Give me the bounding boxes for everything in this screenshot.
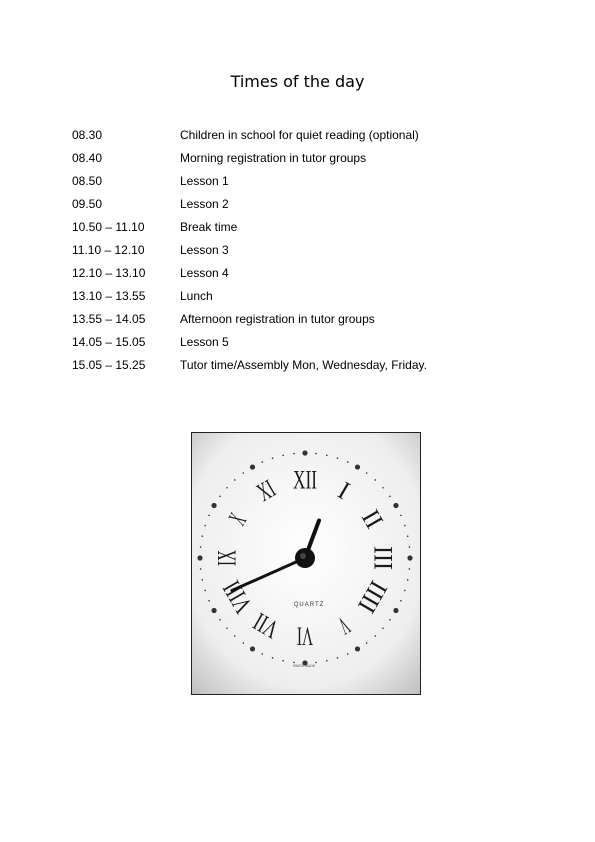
minute-dot <box>347 653 349 655</box>
schedule-time: 09.50 <box>72 197 103 211</box>
clock-face <box>192 433 420 694</box>
minute-dot <box>326 660 328 662</box>
minute-dot <box>261 461 263 463</box>
minute-dot <box>242 472 244 474</box>
schedule-row <box>72 335 542 358</box>
minute-dot <box>272 657 274 659</box>
minute-dot <box>407 579 409 581</box>
numeral-viii: VIII <box>210 564 259 619</box>
minute-dot <box>366 472 368 474</box>
schedule-activity: Lesson 3 <box>180 243 229 257</box>
schedule-row <box>72 220 542 243</box>
hour-dot <box>211 608 216 613</box>
schedule-row <box>72 174 542 197</box>
minute-dot <box>204 525 206 527</box>
minute-dot <box>219 495 221 497</box>
minute-dot <box>382 627 384 629</box>
schedule-row <box>72 289 542 312</box>
hour-dot <box>197 555 202 560</box>
minute-dot <box>282 660 284 662</box>
hour-dot <box>393 503 398 508</box>
schedule-activity: Lesson 2 <box>180 197 229 211</box>
schedule-row <box>72 266 542 289</box>
hour-dot <box>393 608 398 613</box>
minute-dot <box>226 627 228 629</box>
schedule-time: 08.30 <box>72 128 103 142</box>
minute-dot <box>337 657 339 659</box>
schedule-time: 10.50 – 11.10 <box>72 220 145 234</box>
minute-dot <box>201 535 203 537</box>
numeral-i: I <box>333 475 356 506</box>
schedule-row <box>72 197 542 220</box>
numeral-vii: VII <box>237 600 284 645</box>
minute-dot <box>374 635 376 637</box>
hour-dot <box>355 646 360 651</box>
minute-dot <box>347 461 349 463</box>
minute-dot <box>234 635 236 637</box>
hour-dot <box>407 555 412 560</box>
hour-dot <box>250 464 255 469</box>
minute-dot <box>366 642 368 644</box>
minute-dot <box>409 568 411 570</box>
minute-dot <box>204 590 206 592</box>
minute-dot <box>261 653 263 655</box>
numeral-xii: XII <box>293 465 317 495</box>
schedule-activity: Lesson 5 <box>180 335 229 349</box>
minute-dot <box>293 453 295 455</box>
minute-dot <box>226 487 228 489</box>
hour-dot <box>211 503 216 508</box>
minute-dot <box>404 590 406 592</box>
schedule-list <box>72 128 542 381</box>
schedule-activity: Tutor time/Assembly Mon, Wednesday, Friday. <box>180 358 427 372</box>
schedule-row <box>72 312 542 335</box>
minute-dot <box>242 642 244 644</box>
minute-dot <box>400 600 402 602</box>
schedule-time: 08.50 <box>72 174 103 188</box>
hour-dot <box>250 646 255 651</box>
schedule-time: 15.05 – 15.25 <box>72 358 146 372</box>
schedule-time: 11.10 – 12.10 <box>72 243 145 257</box>
schedule-activity: Break time <box>180 220 238 234</box>
numeral-ii: II <box>355 504 390 535</box>
schedule-row <box>72 128 542 151</box>
hour-dot <box>302 450 307 455</box>
minute-dot <box>208 600 210 602</box>
made-in-label: SWISS MADE <box>292 664 316 668</box>
minute-dot <box>200 546 202 548</box>
schedule-time: 13.10 – 13.55 <box>72 289 146 303</box>
minute-dot <box>315 662 317 664</box>
schedule-activity: Children in school for quiet reading (optional) <box>180 128 419 142</box>
minute-dot <box>201 579 203 581</box>
clock-photo <box>191 432 421 695</box>
numeral-iiii: IIII <box>350 575 394 621</box>
brand-label: QUARTZ <box>293 602 325 608</box>
schedule-activity: Lesson 1 <box>180 174 229 188</box>
schedule-row <box>72 243 542 266</box>
minute-dot <box>234 479 236 481</box>
schedule-time: 08.40 <box>72 151 103 165</box>
minute-dot <box>374 479 376 481</box>
minute-dot <box>382 487 384 489</box>
minute-dot <box>200 568 202 570</box>
schedule-activity: Morning registration in tutor groups <box>180 151 367 165</box>
numeral-vi: VI <box>297 621 313 651</box>
minute-dot <box>272 457 274 459</box>
minute-dot <box>315 453 317 455</box>
minute-dot <box>208 514 210 516</box>
hub-highlight <box>300 553 306 559</box>
schedule-activity: Afternoon registration in tutor groups <box>180 312 375 326</box>
minute-dot <box>389 619 391 621</box>
schedule-time: 13.55 – 14.05 <box>72 312 146 326</box>
minute-dot <box>293 662 295 664</box>
minute-dot <box>219 619 221 621</box>
minute-dot <box>326 454 328 456</box>
minute-dot <box>407 535 409 537</box>
schedule-row <box>72 151 542 174</box>
schedule-row <box>72 358 542 381</box>
numeral-ix: IX <box>212 538 242 566</box>
hour-dot <box>355 464 360 469</box>
schedule-time: 14.05 – 15.05 <box>72 335 146 349</box>
minute-dot <box>404 525 406 527</box>
numeral-xi: XI <box>251 468 291 508</box>
minute-dot <box>409 546 411 548</box>
schedule-activity: Lesson 4 <box>180 266 229 280</box>
page-title: Times of the day <box>230 72 365 91</box>
numeral-iii: III <box>368 546 398 572</box>
schedule-time: 12.10 – 13.10 <box>72 266 146 280</box>
schedule-activity: Lunch <box>180 289 213 303</box>
minute-dot <box>400 514 402 516</box>
minute-dot <box>337 457 339 459</box>
minute-dot <box>282 454 284 456</box>
minute-dot <box>389 495 391 497</box>
